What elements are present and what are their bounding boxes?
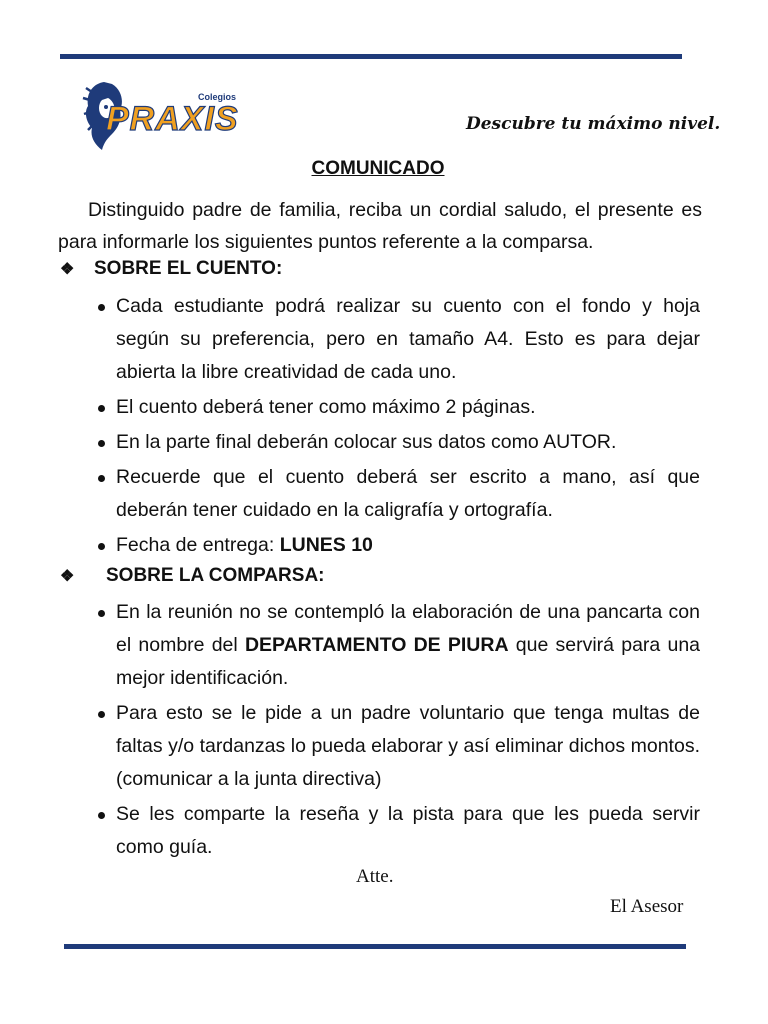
- list-item: [96, 596, 700, 695]
- department-name: DEPARTAMENTO DE PIURA: [244, 634, 509, 656]
- bottom-rule: [64, 944, 686, 949]
- top-rule: [60, 54, 682, 59]
- diamond-bullet-icon: ❖: [60, 568, 75, 585]
- section-heading-comparsa: [60, 565, 325, 587]
- bullet-dot-icon: [98, 475, 105, 482]
- diamond-bullet-icon: ❖: [60, 261, 75, 278]
- bullet-dot-icon: [98, 610, 105, 617]
- list-item-text: que servirá para una mejor identificación.: [116, 634, 701, 689]
- section-heading-label: SOBRE LA COMPARSA:: [106, 565, 325, 586]
- bullet-dot-icon: [98, 440, 105, 447]
- list-item-text: Para esto se le pide a un padre voluntario que tenga multas de faltas y/o tardanzas lo pueda elaborar y así eliminar dichos montos. (comunicar a la junta directiva): [116, 702, 700, 790]
- list-item: [96, 461, 700, 527]
- slogan: Descubre tu máximo nivel.: [466, 114, 721, 134]
- list-item: [96, 391, 700, 424]
- section-heading-cuento: [60, 258, 282, 280]
- signature: El Asesor: [610, 896, 684, 917]
- list-item: [96, 426, 700, 459]
- logo-wordmark: PRAXIS: [106, 100, 239, 138]
- bullet-dot-icon: [98, 405, 105, 412]
- list-item-text: Se les comparte la reseña y la pista para que les pueda servir como guía.: [116, 803, 700, 858]
- bullet-dot-icon: [98, 711, 105, 718]
- list-item: [96, 529, 700, 562]
- list-item-text: El cuento deberá tener como máximo 2 páginas.: [116, 396, 536, 418]
- bullet-dot-icon: [98, 812, 105, 819]
- list-item-text: En la parte final deberán colocar sus datos como AUTOR.: [116, 431, 617, 453]
- list-item: [96, 290, 700, 389]
- logo-colegios-label: Colegios: [198, 92, 237, 102]
- cuento-list: [96, 290, 700, 564]
- section-heading-label: SOBRE EL CUENTO:: [94, 258, 283, 279]
- intro-paragraph: Distinguido padre de familia, reciba un cordial saludo, el presente es para informarle los siguientes puntos referente a la comparsa.: [58, 199, 702, 253]
- bullet-dot-icon: [98, 543, 105, 550]
- list-item: [96, 697, 700, 796]
- praxis-logo: [82, 78, 252, 158]
- list-item-text: Cada estudiante podrá realizar su cuento con el fondo y hoja según su preferencia, pero en tamaño A4. Esto es para dejar abierta la libre creatividad de cada uno.: [116, 295, 700, 383]
- list-item-text: En la reunión no se contempló la elaboración de una pancarta con el nombre del: [116, 601, 700, 656]
- delivery-date: LUNES 10: [279, 534, 373, 556]
- bullet-dot-icon: [98, 304, 105, 311]
- list-item-text: Fecha de entrega:: [116, 534, 280, 556]
- list-item-text: Recuerde que el cuento deberá ser escrito a mano, así que deberán tener cuidado en la caligrafía y ortografía.: [116, 466, 700, 521]
- document-title: COMUNICADO: [311, 158, 445, 179]
- closing: Atte.: [356, 866, 394, 887]
- list-item: [96, 798, 700, 864]
- comparsa-list: [96, 596, 700, 866]
